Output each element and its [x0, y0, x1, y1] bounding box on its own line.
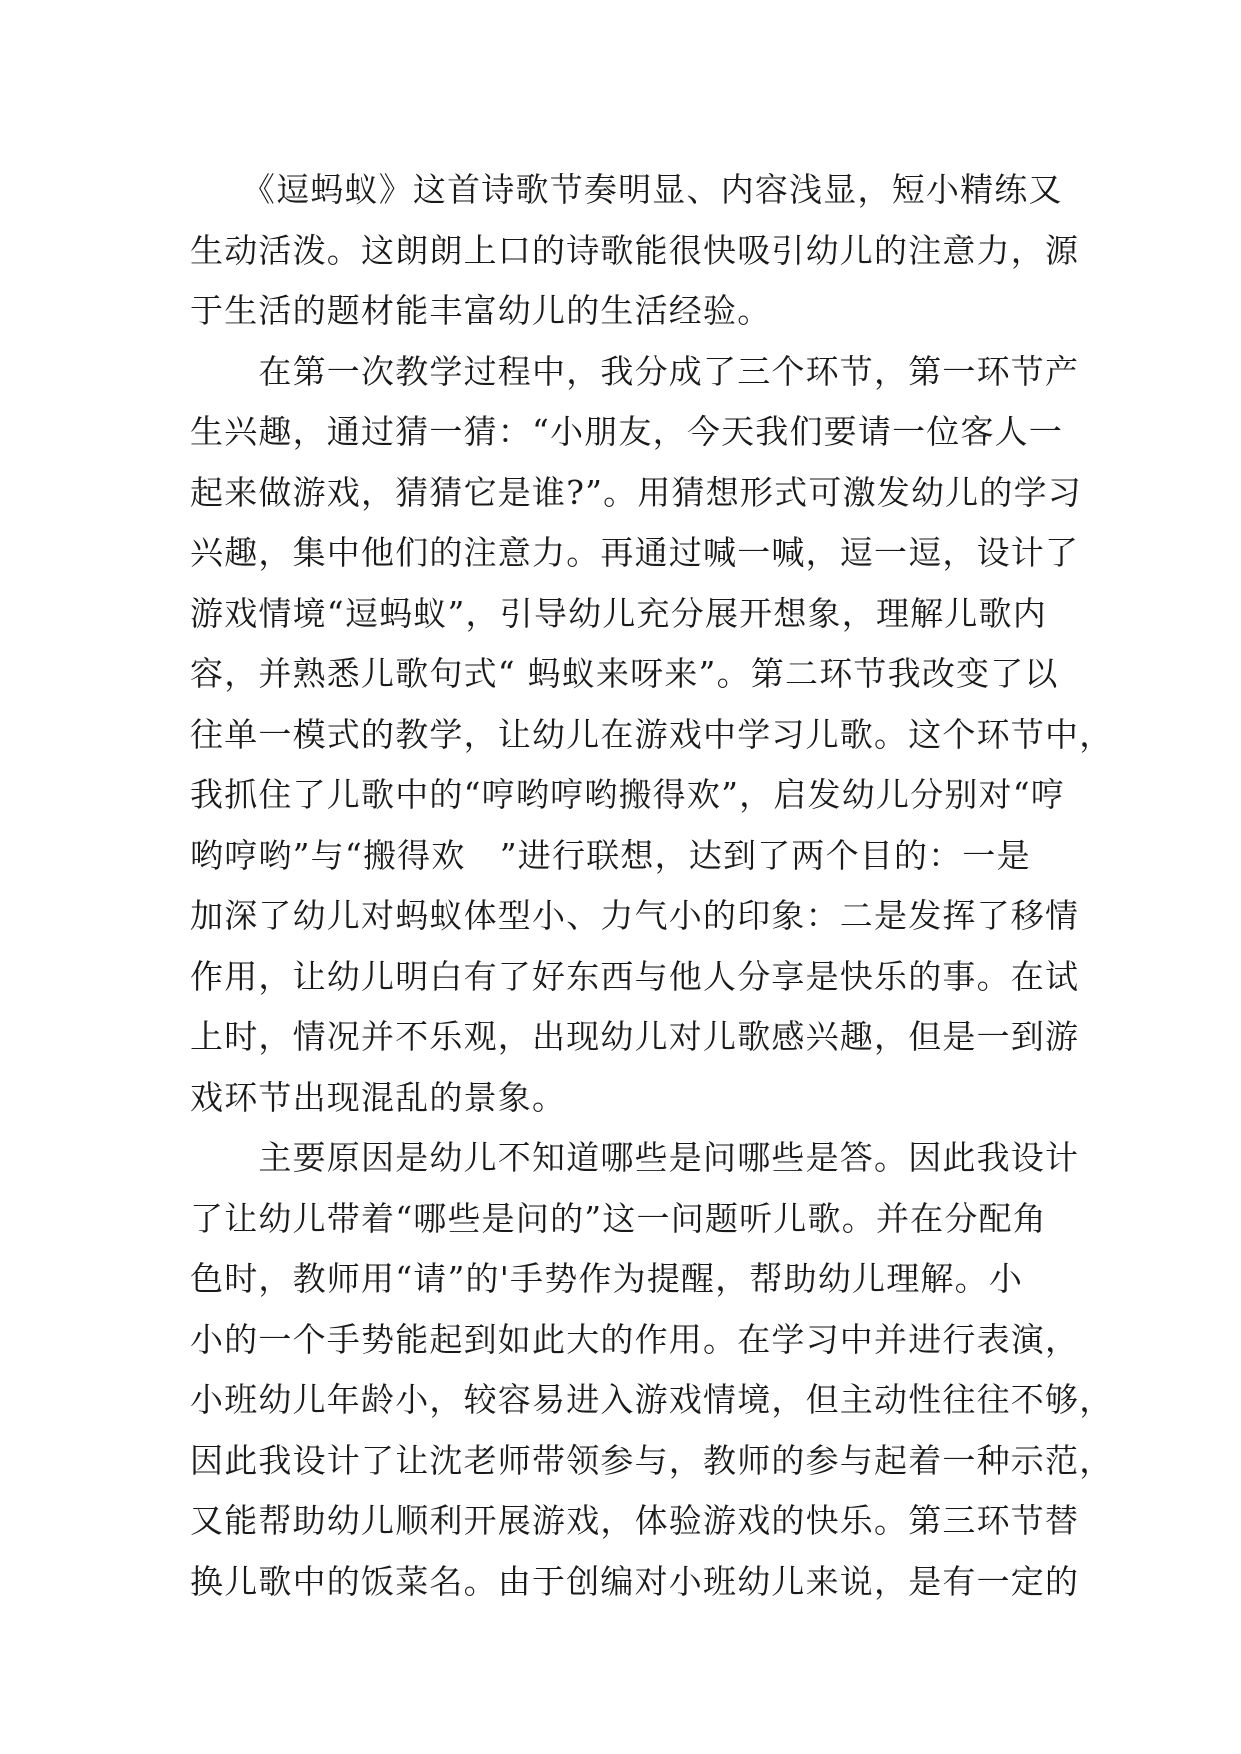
text-line: 于生活的题材能丰富幼儿的生活经验。: [190, 291, 772, 330]
body-text: [190, 160, 1114, 1612]
text-line: 又能帮助幼儿顺利开展游戏，体验游戏的快乐。第三环节替: [190, 1501, 1080, 1540]
text-line: 游戏情境“逗蚂蚁”，引导幼儿充分展开想象，理解儿歌内: [190, 593, 1047, 633]
text-line: 戏环节出现混乱的景象。: [190, 1077, 567, 1117]
text-line: 小的一个手势能起到如此大的作用。在学习中并进行表演，: [190, 1319, 1080, 1359]
text-line: 生兴趣，通过猜一猜：“小朋友，今天我们要请一位客人一: [190, 412, 1064, 451]
text-line: 上时，情况并不乐观，出现幼儿对儿歌感兴趣，但是一到游: [190, 1017, 1080, 1056]
text-line: 往单一模式的教学，让幼儿在游戏中学习儿歌。这个环节中，: [190, 714, 1114, 754]
text-line: 容，并熟悉儿歌句式“ 蚂蚁来呀来”。第二环节我改变了以: [190, 654, 1059, 693]
text-line: 加深了幼儿对蚂蚁体型小、力气小的印象：二是发挥了移情: [190, 896, 1080, 935]
text-line: 了让幼儿带着“哪些是问的”这一问题听儿歌。并在分配角: [190, 1198, 1047, 1238]
text-line: 兴趣，集中他们的注意力。再通过喊一喊，逗一逗，设计了: [190, 533, 1080, 572]
text-line: 换儿歌中的饭菜名。由于创编对小班幼儿来说，是有一定的: [190, 1561, 1080, 1601]
text-line: 我抓住了儿歌中的“哼哟哼哟搬得欢”，启发幼儿分别对“哼: [190, 775, 1066, 814]
text-line: 《逗蚂蚁》这首诗歌节奏明显、内容浅显，短小精练又: [190, 170, 1063, 209]
text-line: 小班幼儿年龄小，较容易进入游戏情境，但主动性往往不够，: [190, 1380, 1114, 1419]
text-line: 起来做游戏，猜猜它是谁?”。用猜想形式可激发幼儿的学习: [190, 472, 1082, 512]
text-line: 主要原因是幼儿不知道哪些是问哪些是答。因此我设计: [190, 1138, 1080, 1177]
text-line: 生动活泼。这朗朗上口的诗歌能很快吸引幼儿的注意力，源: [190, 230, 1080, 270]
text-line: 哟哼哟”与“搬得欢 ”进行联想，达到了两个目的：一是: [190, 835, 1031, 875]
text-line: 色时，教师用“请”的'手势作为提醒，帮助幼儿理解。小: [190, 1259, 1024, 1298]
text-line: 作用，让幼儿明白有了好东西与他人分享是快乐的事。在试: [190, 956, 1080, 996]
text-line: 因此我设计了让沈老师带领参与，教师的参与起着一种示范，: [190, 1440, 1114, 1480]
text-line: 在第一次教学过程中，我分成了三个环节，第一环节产: [190, 351, 1080, 391]
